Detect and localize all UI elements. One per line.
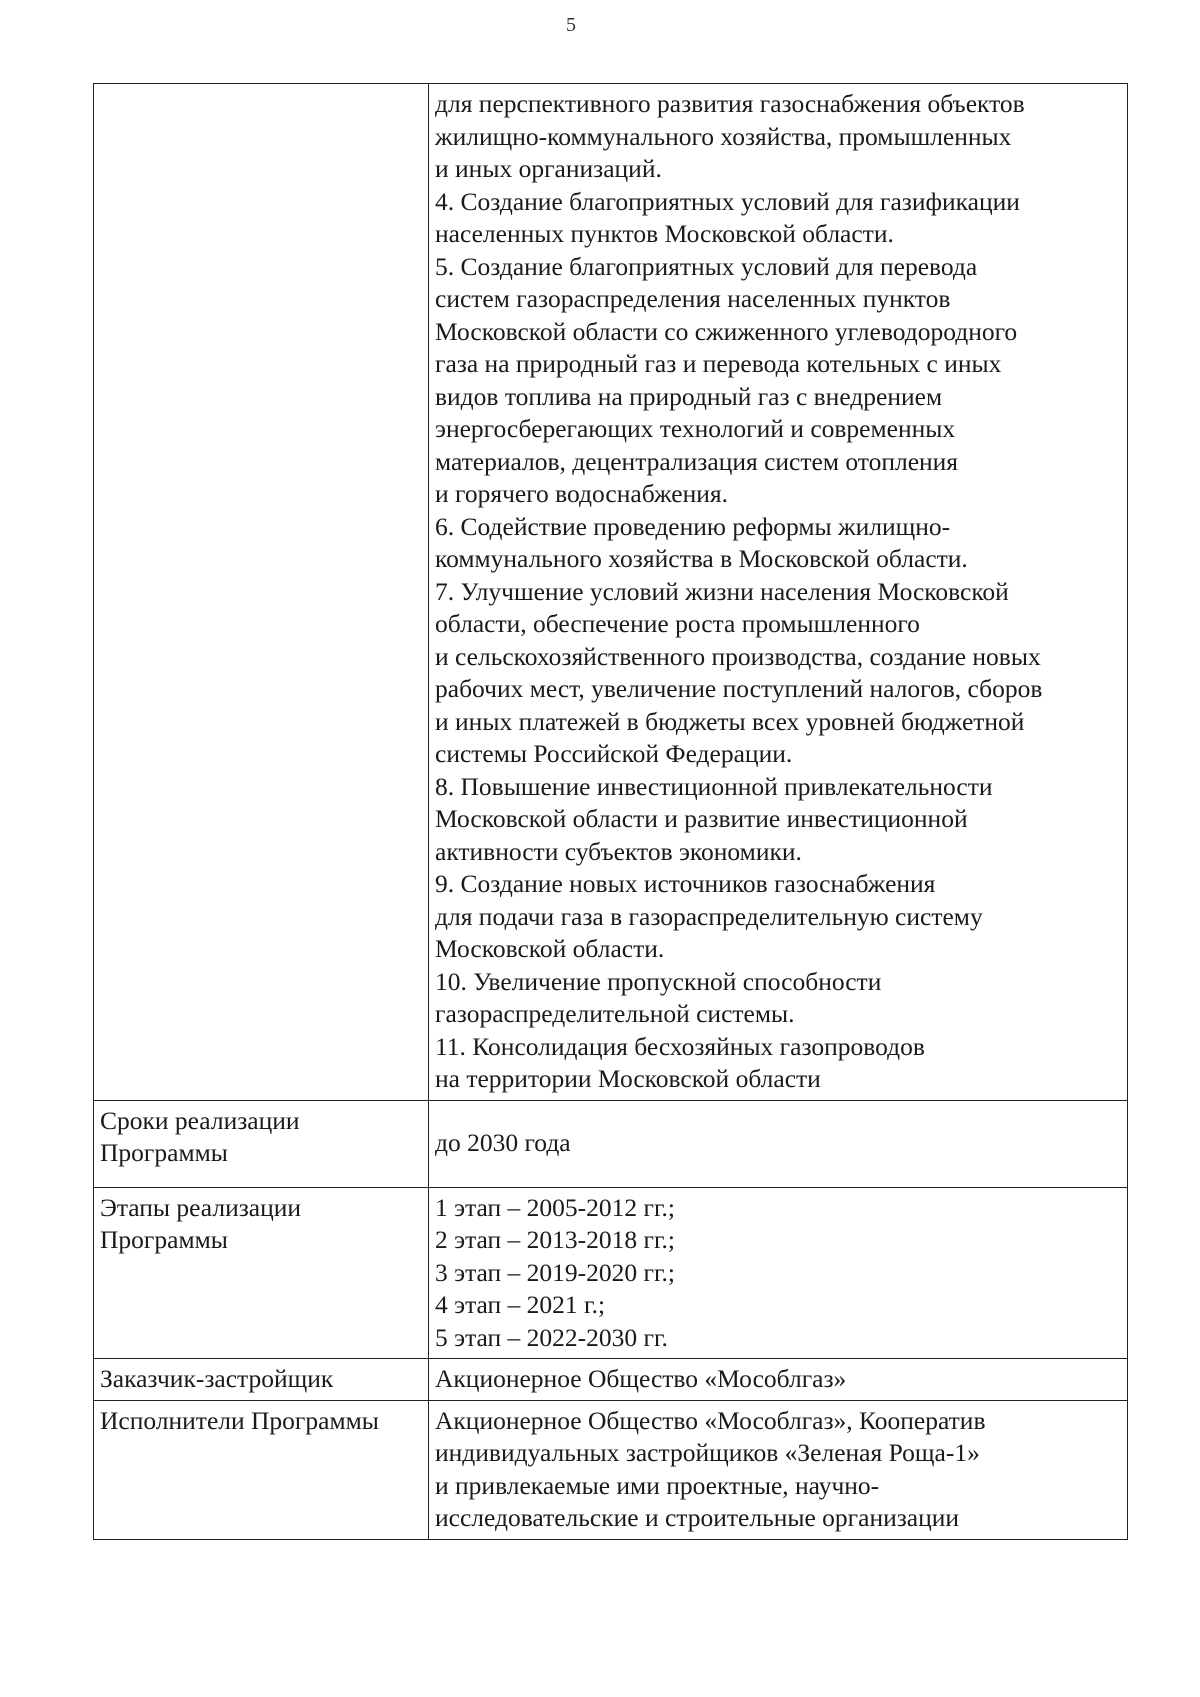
goals-line: рабочих мест, увеличение поступлений налогов, сборов — [435, 674, 1043, 703]
goals-line: 5. Создание благоприятных условий для перевода — [435, 251, 978, 281]
goals-line: области, обеспечение роста промышленного — [435, 609, 920, 638]
goals-line: видов топлива на природный газ с внедрением — [435, 381, 943, 411]
goals-line: 7. Улучшение условий жизни населения Московской — [435, 576, 1009, 606]
goals-line: 6. Содействие проведению реформы жилищно- — [435, 511, 951, 541]
stages-label-cell — [94, 1187, 429, 1359]
customer-label: Заказчик-застройщик — [100, 1364, 334, 1393]
goals-line: 10. Увеличение пропускной способности — [435, 966, 882, 996]
stage-line: 5 этап – 2022-2030 гг. — [435, 1322, 668, 1352]
goals-line: системы Российской Федерации. — [435, 739, 793, 768]
goals-line: газа на природный газ и перевода котельных с иных — [435, 349, 1002, 378]
executors-line: исследовательские и строительные организации — [435, 1503, 960, 1532]
terms-value: до 2030 года — [435, 1128, 571, 1158]
customer-value-cell — [429, 1359, 1128, 1401]
executors-value-cell — [429, 1400, 1128, 1539]
goals-line: 11. Консолидация бесхозяйных газопроводов — [435, 1031, 925, 1061]
executors-label: Исполнители Программы — [100, 1405, 379, 1435]
stages-label: Этапы реализации — [100, 1192, 302, 1222]
terms-label-cell — [94, 1100, 429, 1187]
goals-line: для подачи газа в газораспределительную систему — [435, 901, 983, 931]
terms-label: Программы — [100, 1138, 228, 1167]
goals-line: 8. Повышение инвестиционной привлекательности — [435, 771, 993, 801]
stage-line: 2 этап – 2013-2018 гг.; — [435, 1225, 676, 1254]
executors-line: Акционерное Общество «Мособлгаз», Кооператив — [435, 1405, 986, 1435]
goals-line: населенных пунктов Московской области. — [435, 219, 894, 248]
stage-line: 1 этап – 2005-2012 гг.; — [435, 1192, 676, 1222]
table-row-stages — [94, 1187, 1128, 1359]
stages-value-cell — [429, 1187, 1128, 1359]
goals-line: на территории Московской области — [435, 1064, 821, 1093]
goals-line: газораспределительной системы. — [435, 999, 795, 1028]
goals-line: систем газораспределения населенных пунктов — [435, 284, 951, 313]
executors-label-cell — [94, 1400, 429, 1539]
goals-line: активности субъектов экономики. — [435, 836, 802, 866]
goals-line: жилищно-коммунального хозяйства, промышленных — [435, 121, 1012, 151]
terms-label: Сроки реализации — [100, 1105, 300, 1135]
stages-label: Программы — [100, 1225, 228, 1254]
goals-line: энергосберегающих технологий и современных — [435, 414, 956, 443]
table-row-executors — [94, 1400, 1128, 1539]
goals-label-cell — [94, 84, 429, 1101]
goals-line: Московской области со сжиженного углеводородного — [435, 316, 1018, 346]
goals-line: и иных платежей в бюджеты всех уровней бюджетной — [435, 706, 1025, 736]
goals-line: Московской области. — [435, 934, 665, 963]
stage-line: 3 этап – 2019-2020 гг.; — [435, 1257, 676, 1287]
stage-line: 4 этап – 2021 г.; — [435, 1290, 606, 1319]
goals-line: 9. Создание новых источников газоснабжения — [435, 869, 936, 898]
terms-value-cell — [429, 1100, 1128, 1187]
goals-line: и сельскохозяйственного производства, создание новых — [435, 641, 1041, 671]
customer-value: Акционерное Общество «Мособлгаз» — [435, 1364, 847, 1393]
goals-line: материалов, децентрализация систем отопления — [435, 446, 959, 476]
goals-line: для перспективного развития газоснабжения объектов — [435, 89, 1025, 118]
page-number: 5 — [566, 14, 576, 36]
table-row-terms — [94, 1100, 1128, 1187]
table-row-customer — [94, 1359, 1128, 1401]
goals-line: и горячего водоснабжения. — [435, 479, 729, 508]
executors-line: и привлекаемые ими проектные, научно- — [435, 1470, 880, 1500]
customer-label-cell — [94, 1359, 429, 1401]
goals-line: Московской области и развитие инвестиционной — [435, 804, 968, 833]
program-passport-table — [93, 83, 1128, 1540]
executors-line: индивидуальных застройщиков «Зеленая Роща-1» — [435, 1438, 980, 1467]
goals-value-cell — [429, 84, 1128, 1101]
goals-line: коммунального хозяйства в Московской области. — [435, 544, 968, 573]
table-row-goals-continuation — [94, 84, 1128, 1101]
goals-line: и иных организаций. — [435, 154, 662, 183]
goals-line: 4. Создание благоприятных условий для газификации — [435, 186, 1020, 216]
